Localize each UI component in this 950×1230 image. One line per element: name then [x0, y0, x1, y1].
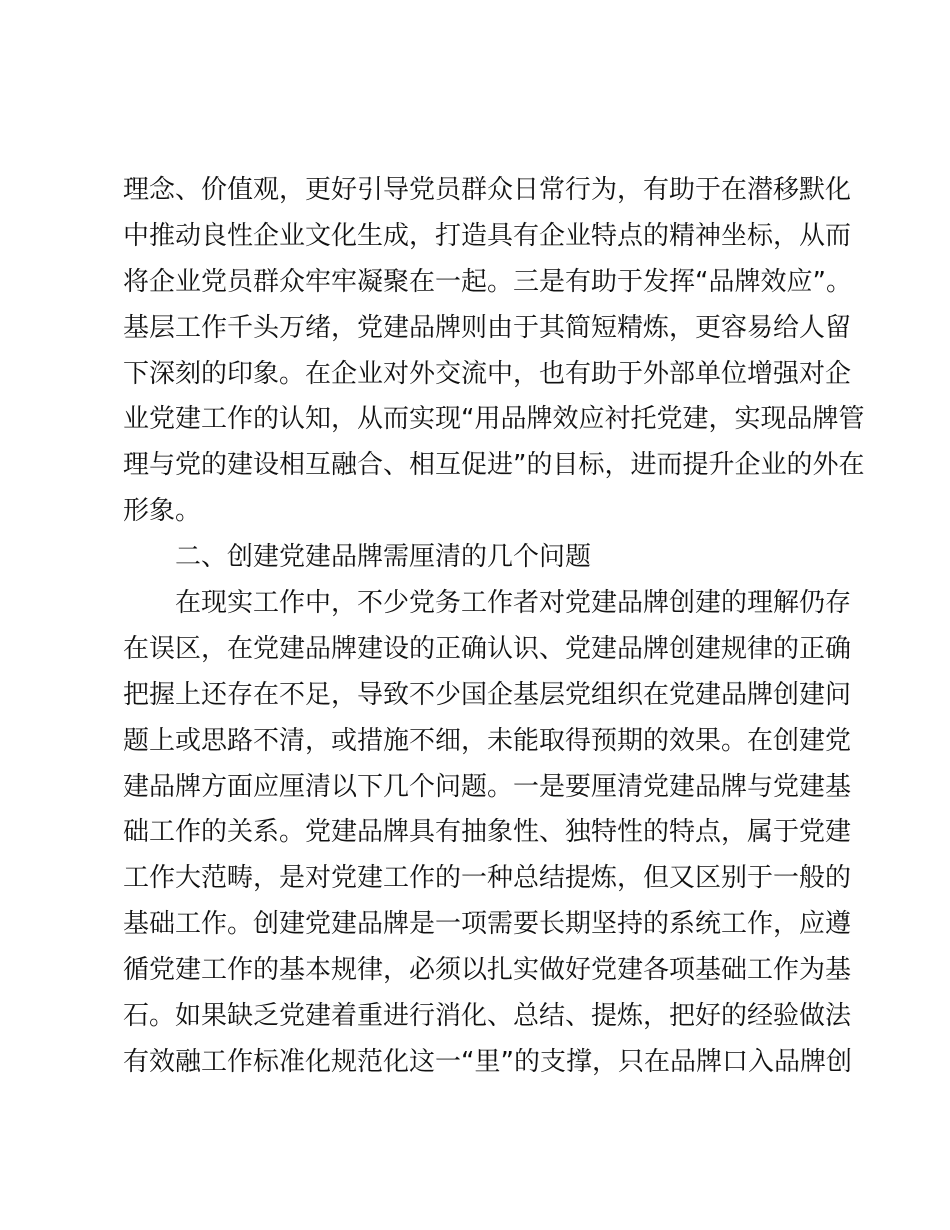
- text-line: 工作大范畴，是对党建工作的一种总结提炼，但又区别于一般的: [123, 863, 852, 894]
- text-line: 形象。: [123, 496, 202, 527]
- text-line: 题上或思路不清，或措施不细，未能取得预期的效果。在创建党: [123, 725, 852, 756]
- text-line: 把握上还存在不足，导致不少国企基层党组织在党建品牌创建问: [123, 679, 852, 710]
- text-line: 中推动良性企业文化生成，打造具有企业特点的精神坐标，从而: [123, 220, 852, 251]
- text-line: 础工作的关系。党建品牌具有抽象性、独特性的特点，属于党建: [123, 817, 852, 848]
- text-line: 基层工作千头万绪，党建品牌则由于其简短精炼，更容易给人留: [123, 312, 852, 343]
- text-line: 在误区，在党建品牌建设的正确认识、党建品牌创建规律的正确: [123, 633, 852, 664]
- text-line: 循党建工作的基本规律，必须以扎实做好党建各项基础工作为基: [123, 955, 852, 986]
- text-line: 业党建工作的认知，从而实现“用品牌效应衬托党建，实现品牌管: [123, 404, 865, 435]
- text-line: 石。如果缺乏党建着重进行消化、总结、提炼，把好的经验做法: [123, 1001, 852, 1032]
- text-line: 基础工作。创建党建品牌是一项需要长期坚持的系统工作，应遵: [123, 909, 852, 940]
- body-text: [123, 168, 865, 1086]
- text-line: 建品牌方面应厘清以下几个问题。一是要厘清党建品牌与党建基: [123, 771, 852, 802]
- text-line: 将企业党员群众牢牢凝聚在一起。三是有助于发挥“品牌效应”。: [123, 266, 852, 297]
- section-heading: 二、创建党建品牌需厘清的几个问题: [175, 542, 592, 573]
- text-line: 下深刻的印象。在企业对外交流中，也有助于外部单位增强对企: [123, 358, 852, 389]
- text-line: 理念、价值观，更好引导党员群众日常行为，有助于在潜移默化: [123, 175, 852, 205]
- text-line: 理与党的建设相互融合、相互促进”的目标，进而提升企业的外在: [123, 450, 865, 481]
- text-line: 有效融工作标准化规范化这一“里”的支撑，只在品牌口入品牌创: [123, 1046, 852, 1077]
- text-line: 在现实工作中，不少党务工作者对党建品牌创建的理解仍存: [175, 588, 852, 619]
